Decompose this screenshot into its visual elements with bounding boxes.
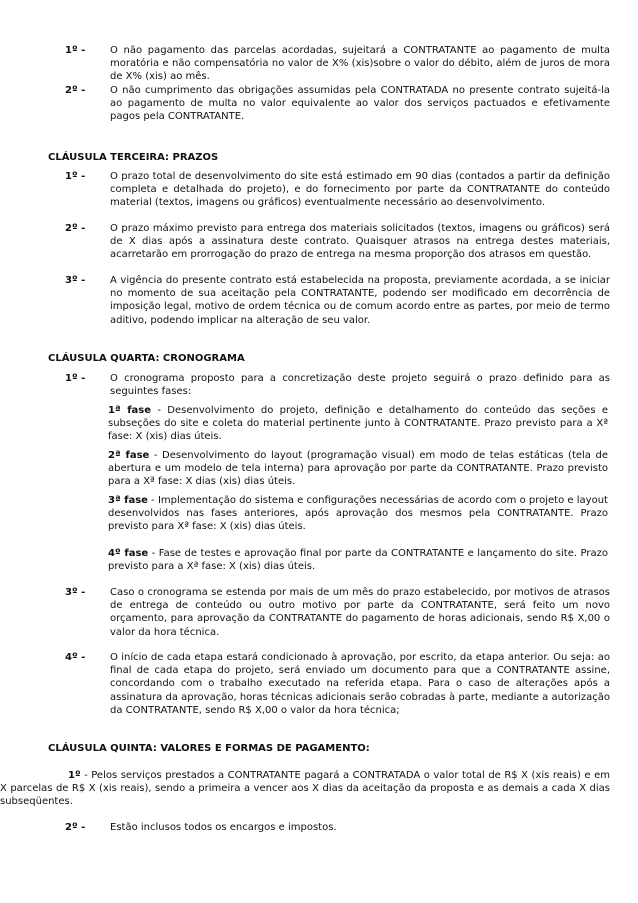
phase-label: 1ª fase bbox=[108, 405, 152, 416]
phase-text: - Fase de testes e aprovação final por parte da CONTRATANTE e lançamento do site. Prazo previsto para a Xª fase: X (xis) dias úteis. bbox=[108, 548, 608, 573]
phase-text: - Desenvolvimento do layout (programação visual) em modo de telas estáticas (tela de abertura e um modelo de tela interna) para aprovação por parte da CONTRATANTE. Prazo previsto para a Xª fase: X dias (xis) dias úteis. bbox=[108, 450, 608, 488]
clause-2-item-1 bbox=[65, 44, 610, 84]
clause-3-heading: CLÁUSULA TERCEIRA: PRAZOS bbox=[48, 152, 219, 163]
item-text: O prazo máximo previsto para entrega dos materiais solicitados (textos, imagens ou gráficos) será de X dias após a assinatura deste contrato. Quaisquer atrasos na entrega destes materiais, acarretarão em prorrogação do prazo de entrega na mesma proporção dos atrasos em questão. bbox=[110, 223, 610, 261]
item-number: 2º - bbox=[65, 85, 86, 96]
item-number: 3º - bbox=[65, 587, 86, 598]
item-text: O prazo total de desenvolvimento do site está estimado em 90 dias (contados a partir da definição completa e detalhada do projeto), e do fornecimento por parte da CONTRATANTE do conteúdo material (textos, imagens ou gráficos) eventualmente necessário ao desenvolvimento. bbox=[110, 171, 610, 209]
clause-4-item-1 bbox=[65, 372, 610, 398]
phase-label: 4º fase bbox=[108, 548, 149, 559]
phase-1 bbox=[108, 404, 608, 444]
clause-3-item-1 bbox=[65, 170, 610, 210]
item-number: 1º - bbox=[65, 373, 86, 384]
phase-3 bbox=[108, 494, 608, 534]
item-number: 4º - bbox=[65, 652, 86, 663]
phase-text: - Desenvolvimento do projeto, definição e detalhamento do conteúdo das seções e subseções do site e coleta do material pertinente junto à CONTRATANTE. Prazo previsto para a Xª fase: X (xis) dias úteis. bbox=[108, 405, 608, 443]
clause-4-item-3 bbox=[65, 586, 610, 639]
item-text: Estão inclusos todos os encargos e impostos. bbox=[110, 822, 337, 833]
item-text: O cronograma proposto para a concretização deste projeto seguirá o prazo definido para as seguintes fases: bbox=[110, 373, 610, 398]
clause-2-item-2 bbox=[65, 84, 610, 124]
item-text: A vigência do presente contrato está estabelecida na proposta, previamente acordada, a se iniciar no momento de sua aceitação pela CONTRATANTE, podendo ser modificado em decorrência de imposição legal, motivo de ordem técnica ou de comum acordo entre as partes, por meio de termo aditivo, podendo implicar na alteração de seu valor. bbox=[110, 275, 610, 326]
item-number: 2º - bbox=[65, 223, 86, 234]
phase-label: 3ª fase bbox=[108, 495, 148, 506]
phase-label: 2ª fase bbox=[108, 450, 150, 461]
phase-text: - Implementação do sistema e configurações necessárias de acordo com o projeto e layout desenvolvidos nas fases anteriores, após aprovação dos mesmos pela CONTRATANTE. Prazo previsto para Xª fase: X (xis) dias úteis. bbox=[108, 495, 608, 533]
clause-5-item-2 bbox=[65, 821, 610, 834]
item-number: 1º - bbox=[65, 45, 86, 56]
phase-4 bbox=[108, 547, 608, 573]
item-number: 3º - bbox=[65, 275, 86, 286]
item-text: O início de cada etapa estará condicionado à aprovação, por escrito, da etapa anterior. Ou seja: ao final de cada etapa do projeto, será enviado um documento para que a CONTRATANTE assine, concordando com o trabalho executado na referida etapa. Para o caso de alterações após a assinatura da aprovação, horas técnicas adicionais serão cobradas à parte, mediante a autorização da CONTRATANTE, sendo R$ X,00 o valor da hora técnica; bbox=[110, 652, 610, 716]
clause-4-heading: CLÁUSULA QUARTA: CRONOGRAMA bbox=[48, 353, 245, 364]
clause-3-item-2 bbox=[65, 222, 610, 262]
item-text: O não cumprimento das obrigações assumidas pela CONTRATADA no presente contrato sujeitá-la ao pagamento de multa no valor equivalente ao valor dos serviços pactuados e efetivamente pagos pela CONTRATANTE. bbox=[110, 85, 610, 123]
item-number: 2º - bbox=[65, 822, 86, 833]
clause-5-heading: CLÁUSULA QUINTA: VALORES E FORMAS DE PAGAMENTO: bbox=[48, 743, 370, 754]
clause-4-item-4 bbox=[65, 651, 610, 717]
item-number: 1º - bbox=[65, 171, 86, 182]
clause-5-paragraph-1 bbox=[0, 769, 610, 809]
clause-3-item-3 bbox=[65, 274, 610, 327]
paragraph-number: 1º bbox=[68, 770, 81, 781]
paragraph-text: - Pelos serviços prestados a CONTRATANTE pagará a CONTRATADA o valor total de R$ X (xis reais) e em X parcelas de R$ X (xis reais), sendo a primeira a vencer aos X dias da aceitação da proposta e as demais a cada X dias subseqüentes. bbox=[0, 770, 610, 808]
item-text: O não pagamento das parcelas acordadas, sujeitará a CONTRATANTE ao pagamento de multa moratória e não compensatória no valor de X% (xis)sobre o valor do débito, além de juros de mora de X% (xis) ao mês. bbox=[110, 45, 610, 83]
item-text: Caso o cronograma se estenda por mais de um mês do prazo estabelecido, por motivos de atrasos de entrega de conteúdo ou outro motivo por parte da CONTRATANTE, será feito um novo orçamento, para aprovação da CONTRATANTE do pagamento de horas adicionais, sendo R$ X,00 o valor da hora técnica. bbox=[110, 587, 610, 638]
phase-2 bbox=[108, 449, 608, 489]
